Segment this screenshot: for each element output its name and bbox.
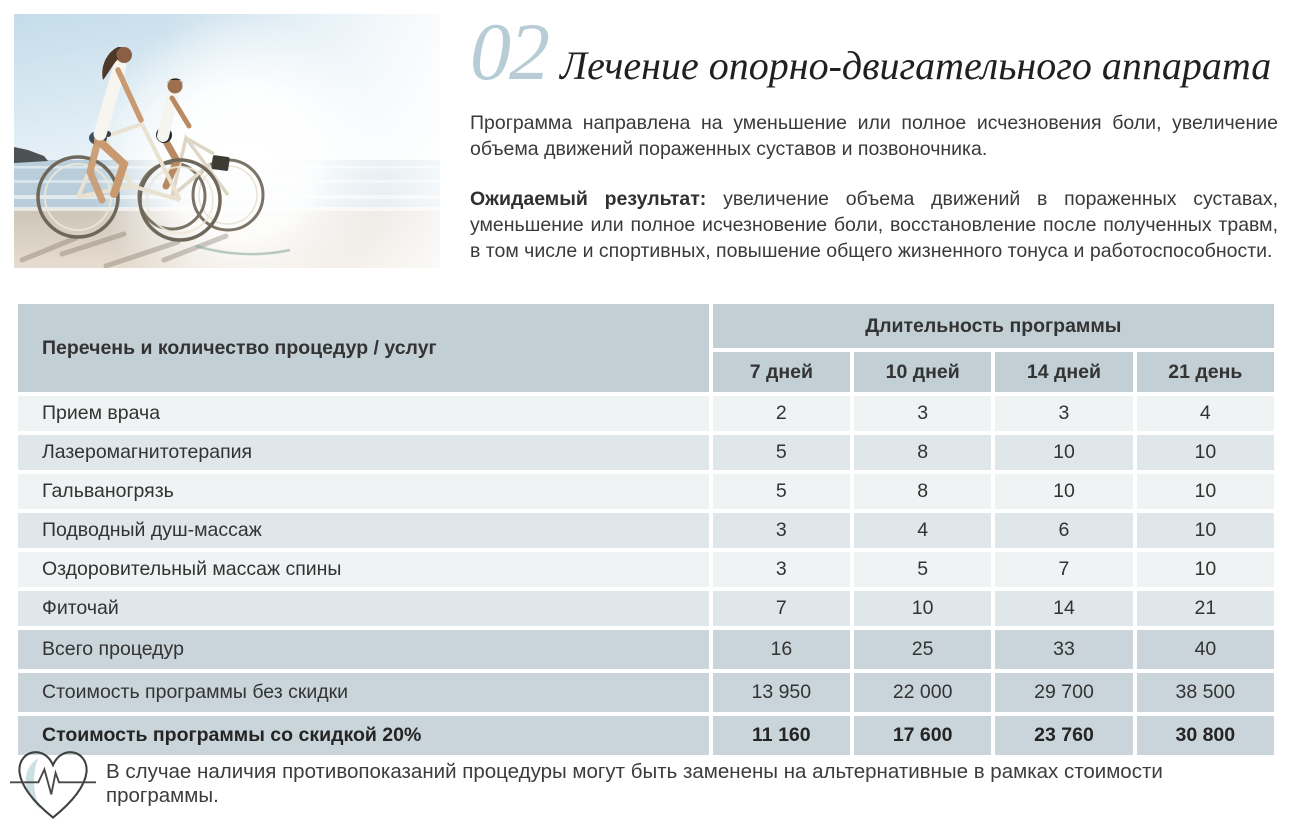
row-label: Гальваногрязь: [18, 474, 709, 509]
row-value: 2: [713, 396, 850, 431]
program-table-wrap: [14, 300, 1278, 759]
program-table: [14, 300, 1278, 759]
row-value: 23 760: [995, 716, 1132, 755]
row-value: 40: [1137, 630, 1274, 669]
row-value: 11 160: [713, 716, 850, 755]
row-value: 16: [713, 630, 850, 669]
row-label: Фиточай: [18, 591, 709, 626]
row-value: 10: [1137, 474, 1274, 509]
row-label: Стоимость программы со скидкой 20%: [18, 716, 709, 755]
row-value: 5: [713, 435, 850, 470]
row-value: 6: [995, 513, 1132, 548]
page-title: Лечение опорно-двигательного аппарата: [560, 43, 1272, 88]
row-label: Всего процедур: [18, 630, 709, 669]
row-value: 38 500: [1137, 673, 1274, 712]
row-value: 10: [1137, 435, 1274, 470]
row-value: 3: [854, 396, 991, 431]
row-value: 8: [854, 474, 991, 509]
row-value: 33: [995, 630, 1132, 669]
column-header-21-days: 21 день: [1137, 352, 1274, 392]
row-value: 14: [995, 591, 1132, 626]
intro-paragraph: Программа направлена на уменьшение или полное исчезновения боли, увеличение объема движений пораженных суставов и позвоночника.: [470, 112, 1278, 160]
table-row: [18, 552, 1274, 587]
row-label: Стоимость программы без скидки: [18, 673, 709, 712]
row-label: Оздоровительный массаж спины: [18, 552, 709, 587]
program-table-body: [18, 304, 1274, 755]
row-value: 25: [854, 630, 991, 669]
section-number: 02: [470, 6, 548, 97]
footnote-text: В случае наличия противопоказаний процедуры могут быть заменены на альтернативные в рамках стоимости программы.: [106, 760, 1163, 807]
row-value: 7: [995, 552, 1132, 587]
table-row: [18, 630, 1274, 669]
row-label: Прием врача: [18, 396, 709, 431]
title-row: [470, 6, 1278, 102]
expected-result-label: Ожидаемый результат:: [470, 188, 707, 210]
row-value: 8: [854, 435, 991, 470]
row-value: 3: [713, 552, 850, 587]
row-value: 10: [995, 435, 1132, 470]
row-value: 17 600: [854, 716, 991, 755]
table-row: [18, 396, 1274, 431]
row-value: 4: [854, 513, 991, 548]
row-value: 4: [1137, 396, 1274, 431]
table-row: [18, 673, 1274, 712]
row-value: 10: [1137, 552, 1274, 587]
row-value: 13 950: [713, 673, 850, 712]
row-value: 7: [713, 591, 850, 626]
table-row: [18, 513, 1274, 548]
column-header-14-days: 14 дней: [995, 352, 1132, 392]
beach-photo-illustration: [14, 14, 440, 268]
row-label: Лазеромагнитотерапия: [18, 435, 709, 470]
table-row: [18, 435, 1274, 470]
row-value: 10: [995, 474, 1132, 509]
table-left-header: Перечень и количество процедур / услуг: [18, 304, 709, 392]
row-value: 21: [1137, 591, 1274, 626]
row-value: 29 700: [995, 673, 1132, 712]
row-value: 5: [713, 474, 850, 509]
row-value: 3: [713, 513, 850, 548]
row-value: 5: [854, 552, 991, 587]
row-value: 22 000: [854, 673, 991, 712]
table-group-header: Длительность программы: [713, 304, 1274, 348]
row-value: 10: [1137, 513, 1274, 548]
heart-pulse-icon: [10, 744, 96, 824]
table-row: [18, 591, 1274, 626]
expected-result-text: увеличение объема движений в пораженных суставах, уменьшение или полное исчезновение боли, восстановление после полученных травм, в том числе и спортивных, повышение общего жизненного тонуса и работоспособности.: [470, 188, 1278, 262]
expected-result-paragraph: [470, 186, 1278, 264]
column-header-10-days: 10 дней: [854, 352, 991, 392]
table-header-row-1: [18, 304, 1274, 348]
table-row: [18, 474, 1274, 509]
footnote: [10, 744, 1278, 824]
row-value: 3: [995, 396, 1132, 431]
row-value: 10: [854, 591, 991, 626]
column-header-7-days: 7 дней: [713, 352, 850, 392]
row-value: 30 800: [1137, 716, 1274, 755]
intro-section: [470, 6, 1278, 264]
beach-cycling-photo: [14, 14, 440, 268]
row-label: Подводный душ-массаж: [18, 513, 709, 548]
